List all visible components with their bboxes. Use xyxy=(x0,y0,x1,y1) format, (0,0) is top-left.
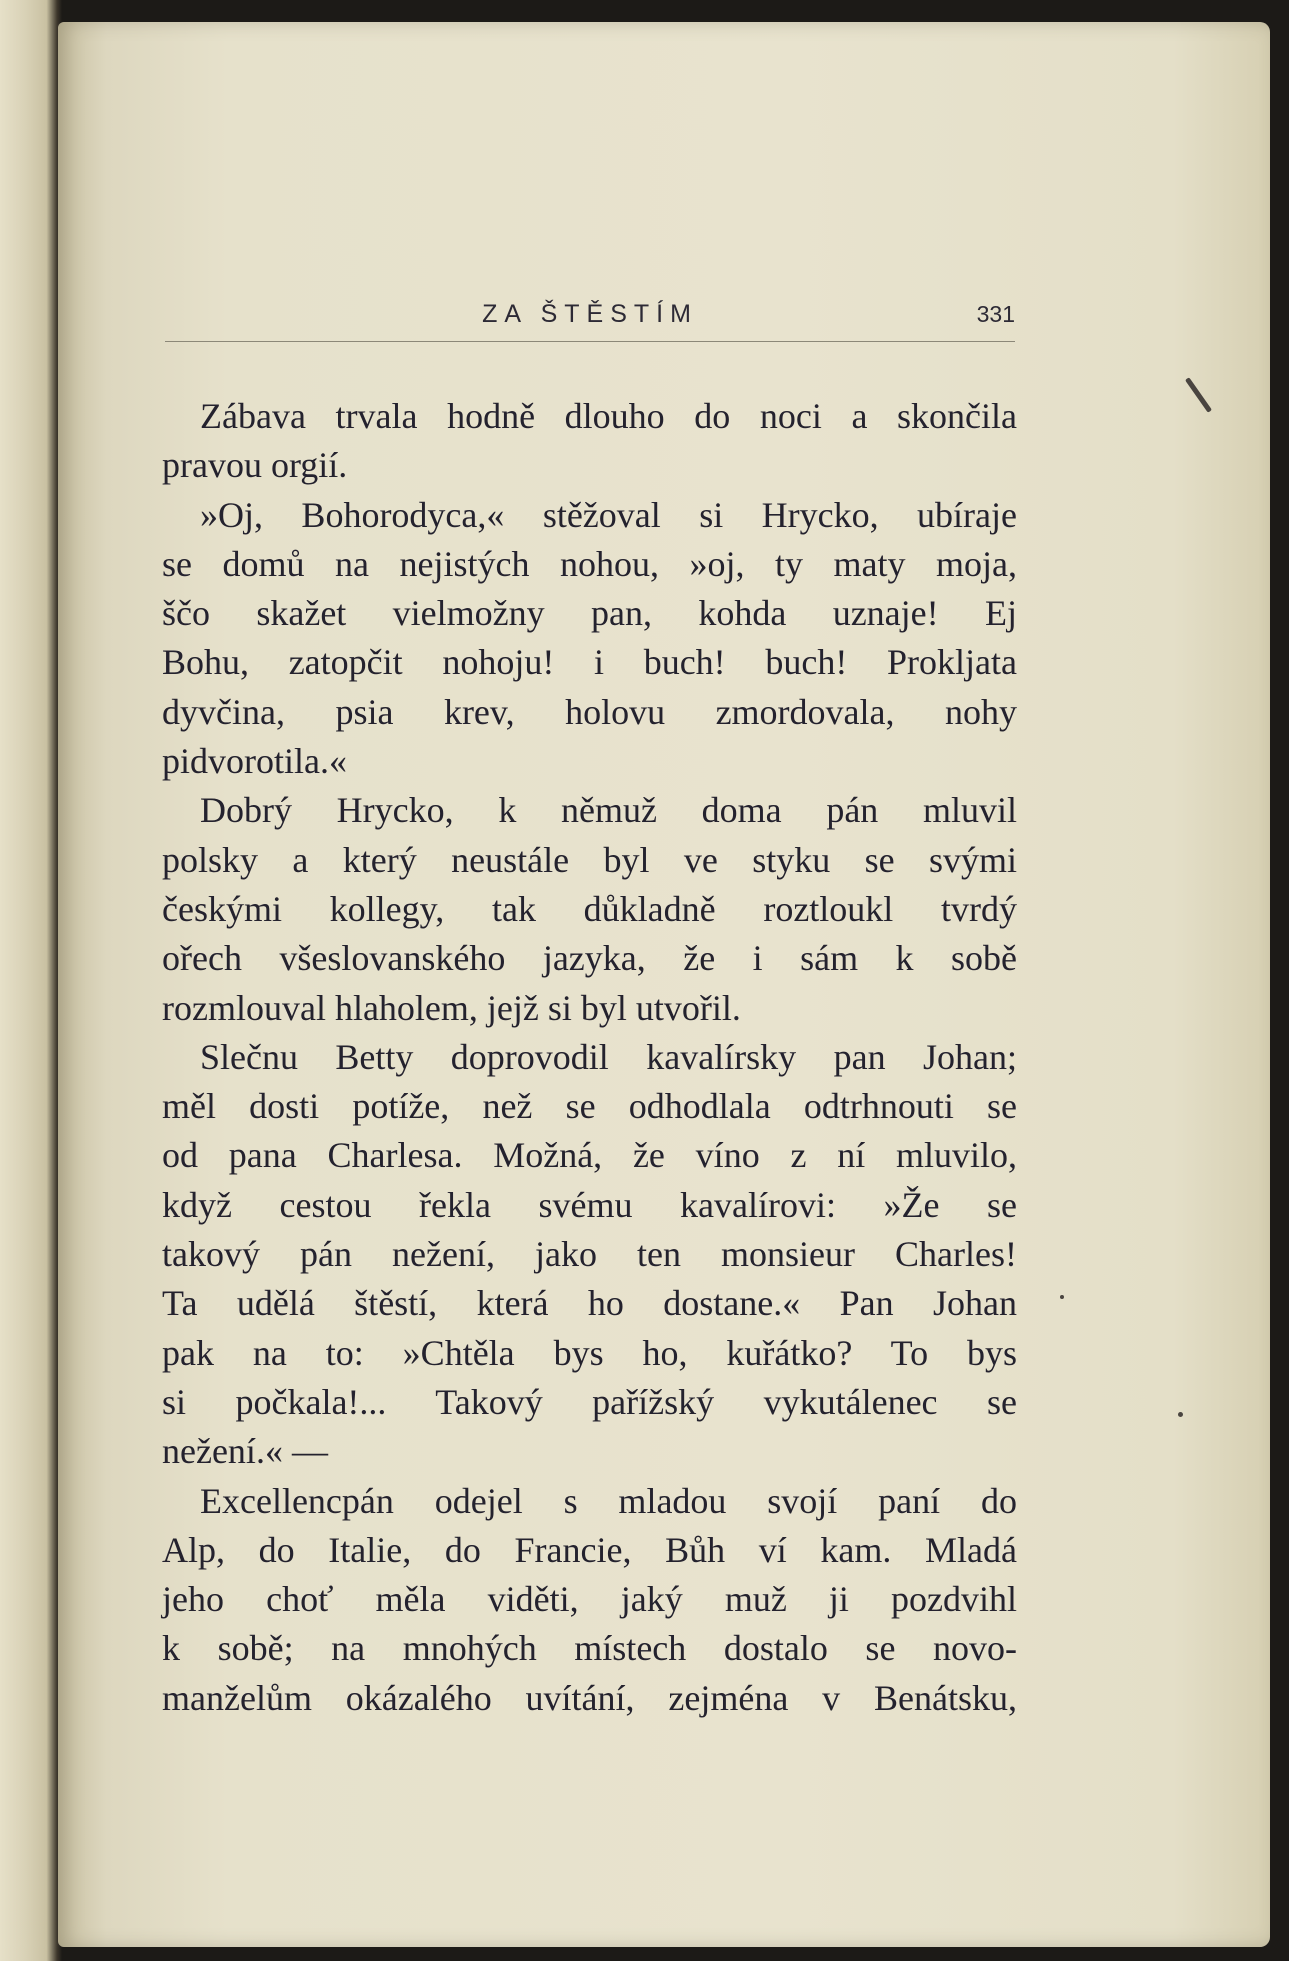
text-line: nežení.« — xyxy=(162,1431,328,1472)
text-line: manželům okázalého uvítání, zejména v Benátsku, xyxy=(162,1677,1017,1718)
page-number: 331 xyxy=(976,301,1015,327)
margin-mark xyxy=(1178,1412,1183,1417)
text-line: pidvorotila.« xyxy=(162,741,347,782)
text-line: jeho choť měla viděti, jaký muž ji pozdvihl xyxy=(162,1579,1017,1620)
header-rule xyxy=(165,341,1015,342)
running-title: ZA ŠTĚSTÍM xyxy=(482,300,698,328)
text-line: polsky a který neustále byl ve styku se svými xyxy=(162,839,1017,880)
text-line: »Oj, Bohorodyca,« stěžoval si Hrycko, ubíraje xyxy=(200,494,1017,535)
text-line: Bohu, zatopčit nohoju! i buch! buch! Prokljata xyxy=(162,642,1017,683)
text-line: k sobě; na mnohých místech dostalo se novo- xyxy=(162,1628,1017,1669)
text-line: dyvčina, psia krev, holovu zmordovala, nohy xyxy=(162,691,1017,732)
text-line: rozmlouval hlaholem, jejž si byl utvořil. xyxy=(162,987,741,1028)
margin-mark xyxy=(1060,1295,1064,1299)
text-line: takový pán nežení, jako ten monsieur Charles! xyxy=(162,1234,1017,1275)
book-spine-edge xyxy=(0,0,62,1961)
text-line: českými kollegy, tak důkladně roztloukl tvrdý xyxy=(162,888,1017,929)
text-line: měl dosti potíže, než se odhodlala odtrhnouti se xyxy=(162,1086,1017,1127)
text-line: si počkala!... Takový pařížský vykutálenec se xyxy=(162,1381,1017,1422)
body-text xyxy=(162,392,1017,1723)
text-line: pravou orgií. xyxy=(162,445,348,486)
text-line: ořech všeslovanského jazyka, že i sám k sobě xyxy=(162,938,1017,979)
text-line: pak na to: »Chtěla bys ho, kuřátko? To bys xyxy=(162,1332,1017,1373)
text-line: Excellencpán odejel s mladou svojí paní do xyxy=(200,1480,1017,1521)
text-line: ščo skažet vielmožny pan, kohda uznaje! Ej xyxy=(162,593,1017,634)
text-line: Ta udělá štěstí, která ho dostane.« Pan Johan xyxy=(162,1283,1017,1324)
text-line: Alp, do Italie, do Francie, Bůh ví kam. Mladá xyxy=(162,1529,1017,1570)
text-line: Zábava trvala hodně dlouho do noci a skončila xyxy=(200,396,1017,436)
text-line: když cestou řekla svému kavalírovi: »Že se xyxy=(162,1184,1017,1225)
text-line: se domů na nejistých nohou, »oj, ty maty moja, xyxy=(162,543,1017,584)
text-line: Slečnu Betty doprovodil kavalírsky pan Johan; xyxy=(200,1036,1017,1077)
page-header xyxy=(165,300,1015,340)
text-line: Dobrý Hrycko, k němuž doma pán mluvil xyxy=(200,790,1017,831)
text-line: od pana Charlesa. Možná, že víno z ní mluvilo, xyxy=(162,1135,1017,1176)
